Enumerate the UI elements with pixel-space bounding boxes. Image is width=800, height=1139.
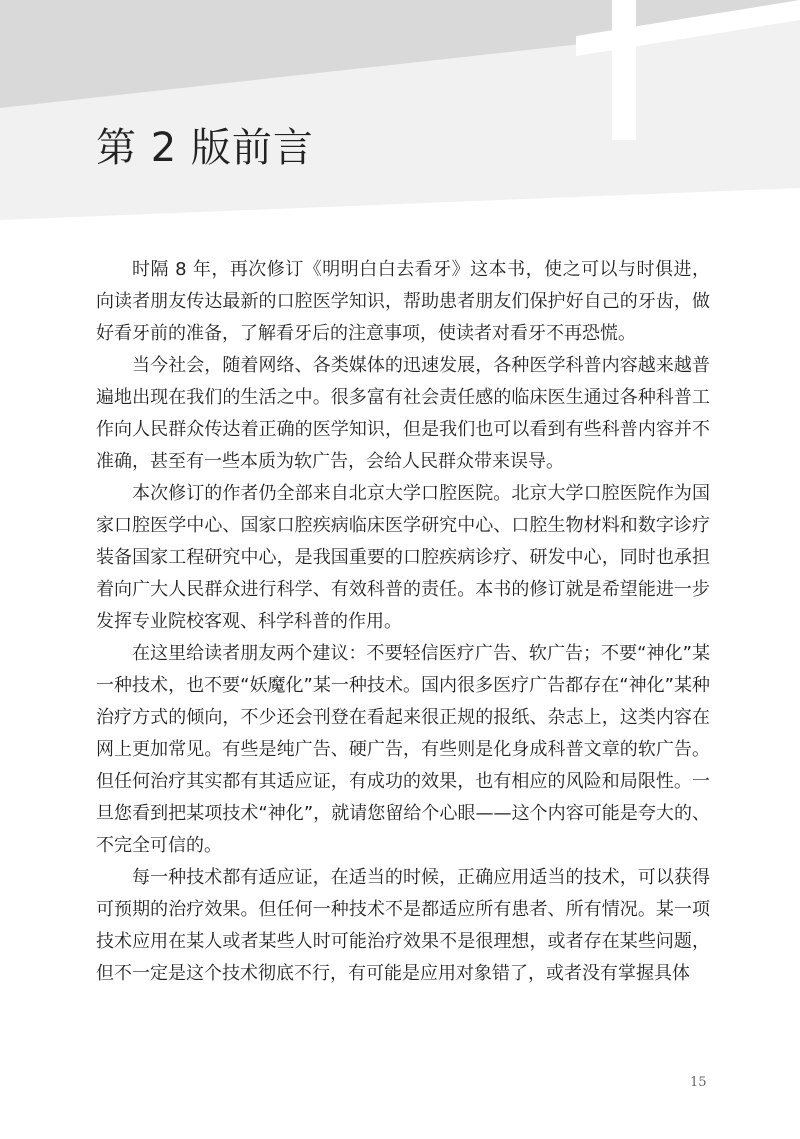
header-decoration: [0, 0, 800, 220]
paragraph: 时隔 8 年，再次修订《明明白白去看牙》这本书，使之可以与时俱进，向读者朋友传达最新的口腔医学知识，帮助患者朋友们保护好自己的牙齿，做好看牙前的准备，了解看牙后的注意事项，使读者对看牙不再恐慌。: [96, 259, 710, 344]
header-stripe-vertical: [612, 0, 636, 140]
paragraph: 本次修订的作者仍全部来自北京大学口腔医院。北京大学口腔医院作为国家口腔医学中心、国家口腔疾病临床医学研究中心、口腔生物材料和数字诊疗装备国家工程研究中心，是我国重要的口腔疾病诊疗、研发中心，同时也承担着向广大人民群众进行科学、有效科普的责任。本书的修订就是希望能进一步发挥专业院校客观、科学科普的作用。: [96, 483, 710, 632]
paragraph: 每一种技术都有适应证，在适当的时候，正确应用适当的技术，可以获得可预期的治疗效果。但任何一种技术不是都适应所有患者、所有情况。某一项技术应用在某人或者某些人时可能治疗效果不是很理想，或者存在某些问题，但不一定是这个技术彻底不行，有可能是应用对象错了，或者没有掌握具体: [96, 867, 710, 984]
body-text: [96, 254, 710, 990]
paragraph: 在这里给读者朋友两个建议：不要轻信医疗广告、软广告；不要“神化”某一种技术，也不要“妖魔化”某一种技术。国内很多医疗广告都存在“神化”某种治疗方式的倾向，不少还会刊登在看起来很正规的报纸、杂志上，这类内容在网上更加常见。有些是纯广告、硬广告，有些则是化身成科普文章的软广告。但任何治疗其实都有其适应证，有成功的效果，也有相应的风险和局限性。一旦您看到把某项技术“神化”，就请您留给个心眼——这个内容可能是夸大的、不完全可信的。: [96, 643, 710, 856]
page-title: 第 2 版前言: [96, 125, 314, 171]
paragraph: 当今社会，随着网络、各类媒体的迅速发展，各种医学科普内容越来越普遍地出现在我们的生活之中。很多富有社会责任感的临床医生通过各种科普工作向人民群众传达着正确的医学知识，但是我们也可以看到有些科普内容并不准确，甚至有一些本质为软广告，会给人民群众带来误导。: [96, 355, 710, 472]
page-number: 15: [690, 1075, 707, 1090]
